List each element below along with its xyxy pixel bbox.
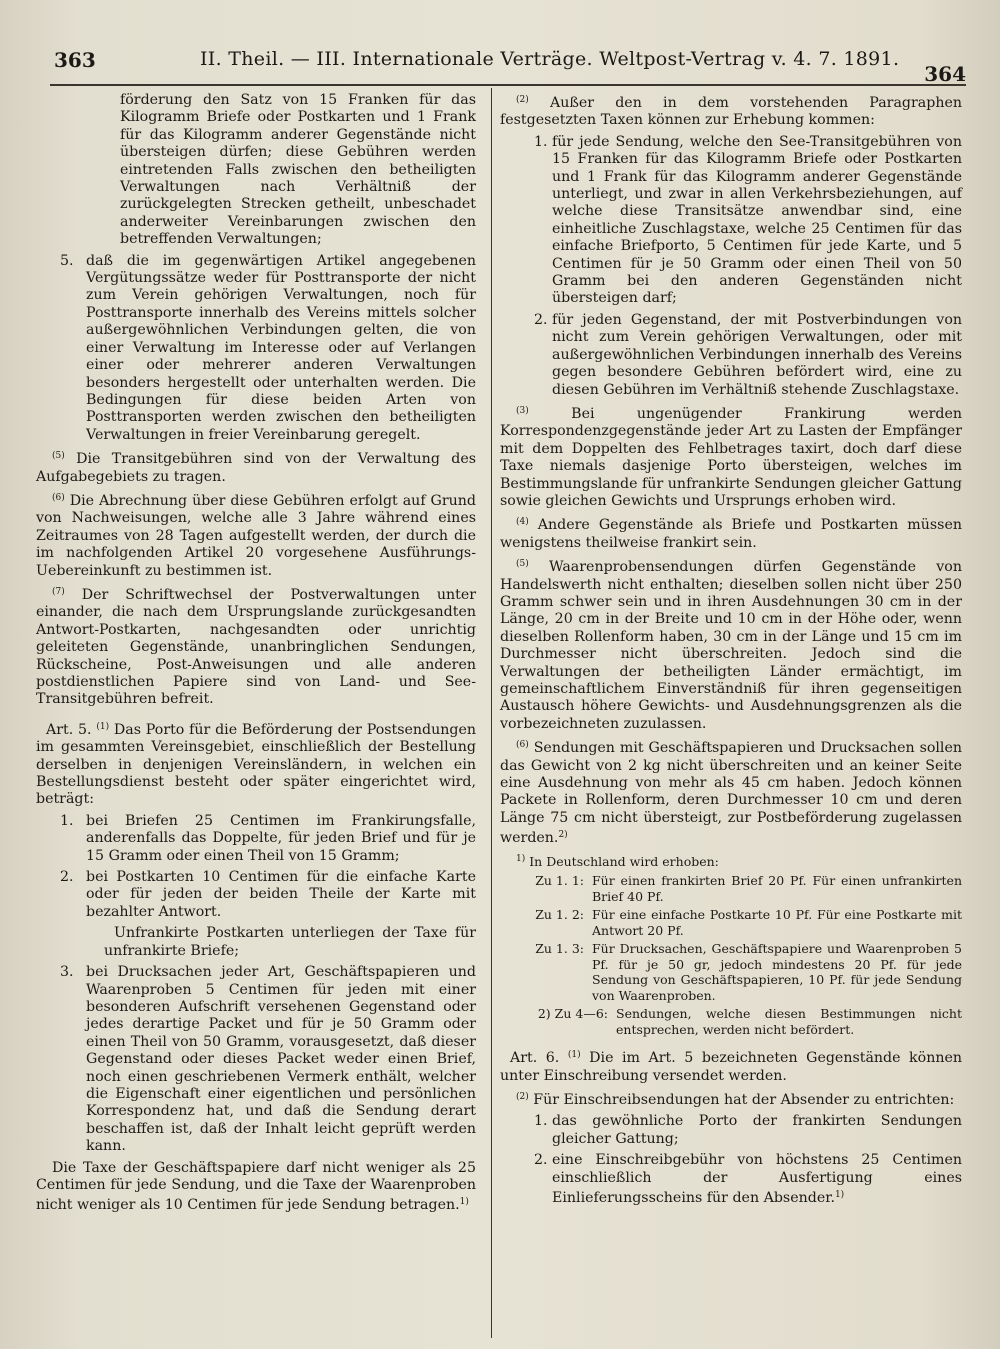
footnote-2 [500,1006,962,1037]
paragraph-mark: (4) [516,517,529,528]
footnote-1-intro: $^{1)}$ In Deutschland wird erhoben: [516,853,719,869]
page-number-right: 364 [924,62,966,86]
paragraph-mark: (1) [567,1050,581,1061]
continued-paragraph: förderung den Satz von 15 Franken für das Kilogramm Briefe oder Postkarten und 1 Frank für das Kilogramm anderer Gegenstände nicht übersteigen dürfen; diese Gebühren werden eintretenden Falls zwischen den betheiligten Verwaltungen nach Verhältniß der zurückgelegten Strecken getheilt, unbeschadet anderweiter Vereinbarungen zwischen den betreffenden Verwaltungen; [120,92,476,248]
list-number: 3. [60,964,74,981]
list-item-5: 5. daß die im gegenwärtigen Artikel angegebenen Vergütungssätze weder für Posttransporte der nicht zum Verein gehörigen Verwaltungen, noch für Posttransporte innerhalb des Vereins mittels solcher außergewöhnlichen Verbindungen gelten, die von einer Verwaltung im Interesse oder auf Verlangen einer oder mehrerer anderen Verwaltungen besonders hergestellt oder unterhalten werden. Die Bedingungen für diese beiden Arten von Posttransporten werden zwischen den betheiligten Verwaltungen in freier Vereinbarung geregelt. [60,252,476,443]
article-5: Art. 5. $^{(1)}$ Das Porto für die Beförderung der Postsendungen im gesammten Vereinsgebiet, einschließlich der Bestellung derselben in denjenigen Vereinsländern, in welchen ein Bestellungsdienst besteht oder später eingerichtet wird, beträgt: [36,721,477,808]
footnote-1-row [500,907,962,938]
list-number: 2. [534,311,548,328]
list-number: 2. [534,1152,548,1169]
header-rule [50,84,966,86]
list-item-1: 1. bei Briefen 25 Centimen im Frankirungsfalle, anderenfalls das Doppelte, für jeden Brief und für je 15 Gramm oder einen Theil von 15 Gramm; [60,812,476,864]
list-item-1: 1. für jede Sendung, welche den See-Transitgebühren von 15 Franken für das Kilogramm Briefe oder Postkarten und 1 Frank für das Kilogramm anderer Gegenstände unterliegt, und zwar in allen Verkehrsbeziehungen, auf welche diese Transitsätze anwendbar sind, eine einheitliche Zuschlagstaxe, welche 25 Centimen für das einfache Briefporto, 5 Centimen für jede Karte, und 5 Centimen für je 50 Gramm oder einen Theil von 50 Gramm bei den anderen Gegenständen nicht übersteigen darf; [534,133,962,307]
paragraph-4: $^{(4)}$ Andere Gegenstände als Briefe und Postkarten müssen wenigstens theilweise frankirt sein. [500,517,962,551]
paragraph-mark: (5) [52,451,65,462]
footnote-row-label: Zu 1. 1: [535,873,584,889]
paragraph-mark: (7) [52,586,65,597]
list-item-2: 2. eine Einschreibgebühr von höchstens 25 Centimen einschließlich der Ausfertigung eines Einlieferungsscheins für den Absender.$^{1)}$ [534,1152,962,1206]
running-title: II. Theil. — III. Internationale Verträge. Weltpost-Vertrag v. 4. 7. 1891. [200,48,900,70]
footnote-row-label: Zu 1. 2: [535,907,584,923]
list-item-3: 3. bei Drucksachen jeder Art, Geschäftspapieren und Waarenproben 5 Centimen für jeden mit einer besonderen Aufschrift versehenen Gegenstand oder jedes derartige Packet und für je 50 Gramm oder einen Theil von 50 Gramm, vorausgesetzt, daß dieser Gegenstand oder dieses Packet weder einen Brief, noch einen geschriebenen Vermerk enthält, welcher die Eigenschaft einer eigentlichen und persönlichen Korrespondenz hat, und daß die Sendung derart beschaffen ist, daß der Inhalt leicht geprüft werden kann. [60,964,476,1155]
footnote-row-label: 2) Zu 4—6: [537,1006,608,1022]
paragraph-closing: Die Taxe der Geschäftspapiere darf nicht weniger als 25 Centimen für jede Sendung, und die Taxe der Waarenproben nicht weniger als 10 Centimen für jede Sendung betragen.$^{1)}$ [36,1159,476,1214]
list-number: 1. [534,133,548,150]
left-column [36,92,476,1219]
paragraph-5: $^{(5)}$ Die Transitgebühren sind von der Verwaltung des Aufgabegebiets zu tragen. [36,451,476,485]
article-label: Art. 5. [46,721,92,738]
list-number: 1. [60,812,74,829]
page-number-left: 363 [54,48,96,72]
list-item-2: 2. für jeden Gegenstand, der mit Postverbindungen von nicht zum Verein gehörigen Verwaltungen, oder mit außergewöhnlichen Verbindungen innerhalb des Vereins gegen besondere Gebühren befördert wird, eine zu diesen Gebühren im Verhältniß stehende Zuschlagstaxe. [534,311,962,398]
article-6: Art. 6. $^{(1)}$ Die im Art. 5 bezeichneten Gegenstände können unter Einschreibung versendet werden. [500,1050,963,1084]
footnote-row-text: Für eine einfache Postkarte 10 Pf. Für eine Postkarte mit Antwort 20 Pf. [592,907,962,938]
footnote-ref: 2) [558,830,568,841]
paragraph-3: $^{(3)}$ Bei ungenügender Frankirung werden Korrespondenzgegenstände jeder Art zu Lasten der Empfänger mit dem Doppelten des Fehlbetrages taxirt, doch darf diese Taxe niemals dasjenige Porto übersteigen, welches im Bestimmungslande für unfrankirte Sendungen gleicher Gattung sowie gleichen Gewichts und Ursprungs erhoben wird. [500,405,962,509]
footnote-ref: 1) [459,1197,469,1208]
paragraph-2: $^{(2)}$ Außer den in dem vorstehenden Paragraphen festgesetzten Taxen können zur Erhebung kommen: [500,95,962,129]
list-number: 1. [534,1113,548,1130]
paragraph-mark: (5) [516,559,529,570]
footnote-row-text: Sendungen, welche diesen Bestimmungen nicht entsprechen, werden nicht befördert. [616,1006,962,1037]
list-item-2: 2. bei Postkarten 10 Centimen für die einfache Karte oder für jeden der beiden Theile der Karte mit bezahlter Antwort. [60,869,476,920]
footnote-1-row [500,941,962,1003]
footnote-1-row [500,873,962,904]
paragraph-mark: (2) [516,1091,529,1102]
paragraph-6: $^{(6)}$ Die Abrechnung über diese Gebühren erfolgt auf Grund von Nachweisungen, welche alle 3 Jahre während eines Zeitraumes von 28 Tagen aufgestellt werden, der durch die im nachfolgenden Artikel 20 vorgesehene Ausführungs-Uebereinkunft zu bestimmen ist. [36,492,477,579]
paragraph-mark: (1) [96,721,110,732]
list-number: 5. [60,252,74,269]
paragraph-5: $^{(5)}$ Waarenprobensendungen dürfen Gegenstände von Handelswerth nicht enthalten; dieselben sollen nicht über 250 Gramm schwer sein und in ihren Ausdehnungen 30 cm in der Länge, 20 cm in der Breite und 10 cm in der Höhe oder, wenn dieselben Rollenform haben, 30 cm in der Länge und 15 cm im Durchmesser nicht überschreiten. Jedoch sind die Verwaltungen der betheiligten Länder ermächtigt, im gemeinschaftlichem Einverständniß für ihren gegenseitigen Austausch höhere Gewichts- und Ausdehnungsgrenzen als die vorbezeichneten zuzulassen. [500,559,962,732]
list-item-2-note: Unfrankirte Postkarten unterliegen der Taxe für unfrankirte Briefe; [104,925,476,959]
article-label: Art. 6. [510,1050,560,1067]
right-column [500,92,962,1211]
paragraph-mark: (2) [516,95,529,105]
paragraph-7: $^{(7)}$ Der Schriftwechsel der Postverwaltungen unter einander, die nach dem Ursprungslande zurückgesandten Antwort-Postkarten, nachgesandten oder unrichtig geleiteten Gegenstände, unanbringlichen Sendungen, Rückscheine, Post-Anweisungen und alle anderen postdienstlichen Papiere sind von Land- und See-Transitgebühren befreit. [36,586,476,708]
footnote-row-label: Zu 1. 3: [535,941,584,957]
column-divider [491,88,492,1338]
footnote-ref: 1) [834,1190,845,1200]
paragraph-mark: (6) [516,740,529,751]
paragraph-6: $^{(6)}$ Sendungen mit Geschäftspapieren und Drucksachen sollen das Gewicht von 2 kg nicht überschreiten und an keiner Seite eine Ausdehnung von mehr als 45 cm haben. Jedoch können Packete in Rollenform, deren Durchmesser 10 cm und deren Länge 75 cm nicht übersteigt, zur Postbeförderung zugelassen werden.$^{2)}$ [500,740,962,847]
list-item-1: 1. das gewöhnliche Porto der frankirten Sendungen gleicher Gattung; [534,1113,962,1147]
footnote-row-text: Für Drucksachen, Geschäftspapiere und Waarenproben 5 Pf. für je 50 gr, jedoch mindestens 20 Pf. für jede Sendung von Geschäftspapieren, 10 Pf. für jede Sendung von Waarenproben. [592,941,962,1003]
footnote-row-text: Für einen frankirten Brief 20 Pf. Für einen unfrankirten Brief 40 Pf. [592,873,962,904]
page-header [54,44,966,84]
paragraph-mark: (3) [516,405,529,416]
footnote-mark: 1) [516,853,526,864]
article-6-paragraph-2: $^{(2)}$ Für Einschreibsendungen hat der Absender zu entrichten: [516,1091,955,1108]
list-number: 2. [60,869,74,886]
paragraph-mark: (6) [52,492,65,503]
